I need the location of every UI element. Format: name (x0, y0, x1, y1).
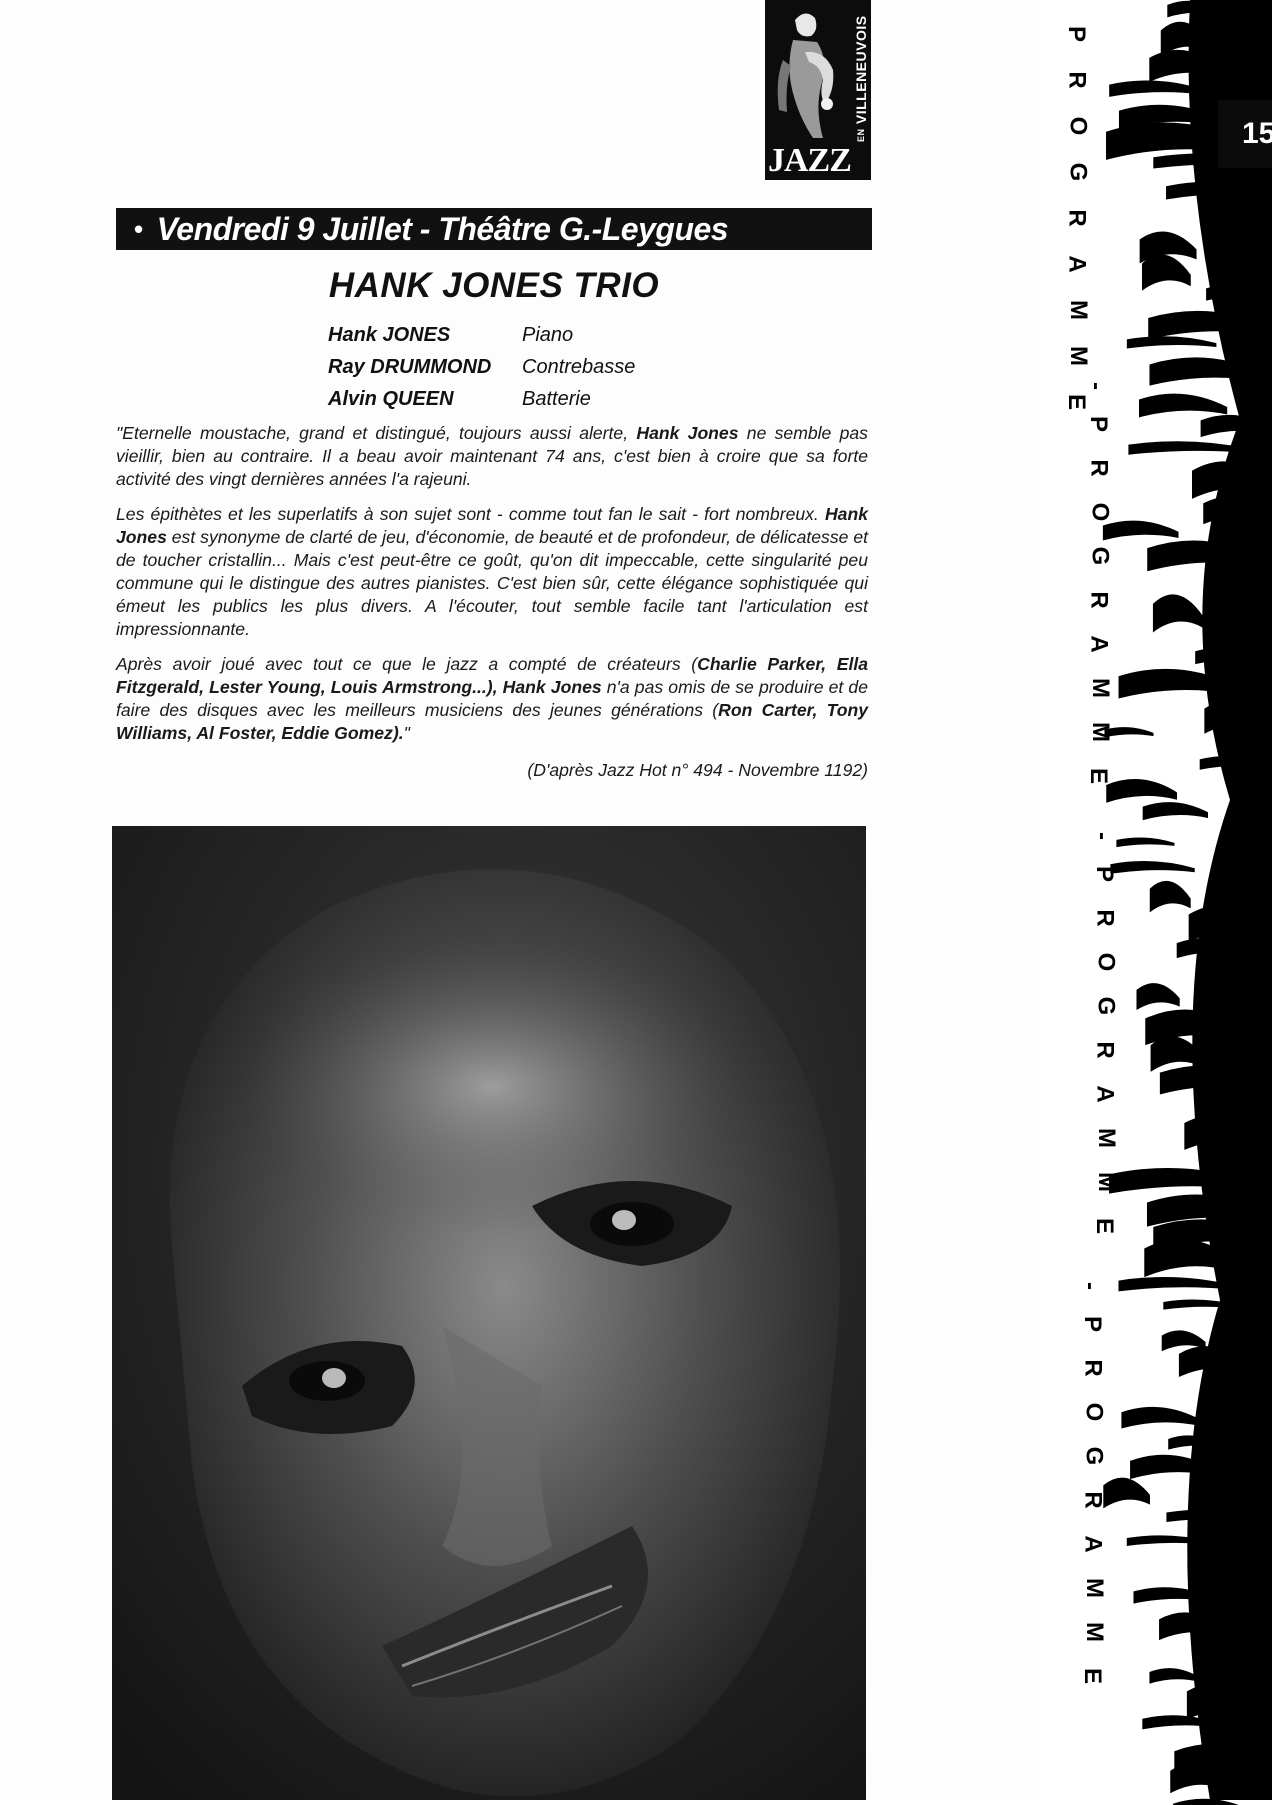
musician-name: Ray DRUMMOND (328, 355, 492, 378)
side-letter: G (1086, 546, 1114, 566)
lineup-row (328, 351, 635, 383)
side-letter: A (1063, 255, 1091, 273)
brush-stroke (1149, 1668, 1198, 1684)
musician-instrument: Piano (522, 323, 574, 346)
side-letter: R (1085, 459, 1113, 477)
side-letter: M (1093, 1128, 1120, 1148)
side-letter: P (1063, 25, 1091, 43)
musician-instrument: Contrebasse (522, 355, 636, 378)
musician-name: Alvin QUEEN (328, 387, 454, 410)
side-letter: M (1065, 346, 1092, 366)
side-letter: O (1080, 1402, 1108, 1422)
trio-title: HANK JONES TRIO (328, 266, 660, 305)
brush-stroke (1150, 881, 1191, 912)
side-letter: R (1063, 71, 1091, 89)
side-letter: A (1085, 635, 1113, 653)
side-letter: P (1085, 415, 1113, 433)
side-letter: P (1079, 1315, 1107, 1333)
brush-stroke (1153, 594, 1203, 632)
side-letter: A (1091, 1085, 1119, 1103)
brush-band (1187, 0, 1272, 1800)
event-heading-bar (116, 208, 872, 250)
side-letter: O (1092, 952, 1120, 972)
portrait-photo (112, 826, 866, 1800)
brush-stroke (1116, 837, 1174, 847)
side-letter: R (1085, 591, 1113, 609)
side-letter: E (1063, 393, 1091, 411)
portrait-image (112, 826, 866, 1800)
source-credit: (D'après Jazz Hot n° 494 - Novembre 1192) (527, 760, 868, 780)
side-letter: R (1091, 909, 1119, 927)
side-letter: A (1079, 1535, 1107, 1553)
side-separator: - (1077, 1282, 1104, 1290)
brush-stroke (1127, 336, 1217, 348)
side-letter: R (1091, 1041, 1119, 1059)
brush-stroke (1103, 1478, 1150, 1509)
logo-vertical-text: EN VILLENEUVOIS (853, 15, 869, 143)
saxophonist-silhouette-icon (765, 0, 851, 148)
paragraph-3: Après avoir joué avec tout ce que le jazz a compté de créateurs (Charlie Parker, Ella Fitzgerald, Lester Young, Louis Armstrong...), Hank Jones n'a pas omis de se produire et de faire des disques avec les meilleurs musiciens des jeunes générations (Ron Carter, Tony Williams, Al Foster, Eddie Gomez)." (116, 654, 869, 743)
side-letter: G (1080, 1446, 1108, 1466)
lineup-row (328, 319, 635, 351)
lineup-row (328, 383, 635, 415)
brush-stroke (1110, 861, 1194, 874)
event-heading: Vendredi 9 Juillet - Théâtre G.-Leygues (156, 210, 729, 247)
page-number: 15 (1218, 100, 1272, 168)
brush-stroke (1118, 1277, 1232, 1291)
side-letter: O (1086, 502, 1114, 522)
brush-stroke (1142, 254, 1191, 290)
side-letter: M (1087, 722, 1114, 742)
paragraph-1: "Eternelle moustache, grand et distingué, toujours aussi alerte, Hank Jones ne semble pas vieillir, bien au contraire. Il a beau avoir maintenant 74 ans, c'est bien à croire que sa forte activité des vingt dernières années l'a rajeuni. (116, 423, 868, 489)
side-letter: R (1079, 1359, 1107, 1377)
side-letter: M (1065, 300, 1092, 320)
side-letter: G (1064, 162, 1092, 182)
side-letter: E (1085, 767, 1113, 785)
brush-stroke (1106, 779, 1177, 803)
brush-stroke (1121, 1407, 1199, 1429)
logo-jazz-text: JAZZ (768, 142, 851, 179)
musician-name: Hank JONES (328, 323, 451, 346)
brush-stroke (1139, 394, 1227, 418)
side-letter: R (1063, 209, 1091, 227)
musician-instrument: Batterie (522, 387, 591, 410)
brush-stroke (1143, 802, 1208, 820)
side-letter: E (1079, 1667, 1107, 1685)
side-letter: M (1093, 1172, 1120, 1192)
lineup-list (328, 319, 635, 415)
side-letter: M (1087, 678, 1114, 698)
side-separator: - (1089, 832, 1116, 840)
side-separator: - (1083, 382, 1110, 390)
brush-stroke (1103, 521, 1179, 541)
side-letter: G (1092, 996, 1120, 1016)
brush-stroke (1136, 983, 1179, 1010)
side-letter: P (1091, 865, 1119, 883)
side-letter: M (1081, 1578, 1108, 1598)
side-letter: O (1064, 116, 1092, 136)
side-letter: E (1091, 1217, 1119, 1235)
jazz-logo (765, 0, 871, 180)
side-letter: R (1079, 1491, 1107, 1509)
heading-bullet: • (134, 213, 143, 244)
side-letter: M (1081, 1622, 1108, 1642)
article-body (116, 422, 868, 794)
paragraph-2: Les épithètes et les superlatifs à son sujet sont - comme tout fan le sait - fort nombreux. Hank Jones est synonyme de clarté de jeu, d'économie, de beauté et de profondeur, de délicatesse et de toucher cristallin... Mais c'est peut-être ce goût, qu'on dit impeccable, cette singularité peu commune qui le distingue des autres pianistes. C'est bien sûr, cette élégance sophistiquée qui émeut les publics les plus divers. A l'écouter, tout semble facile tant l'articulation est impressionnante. (116, 504, 868, 639)
